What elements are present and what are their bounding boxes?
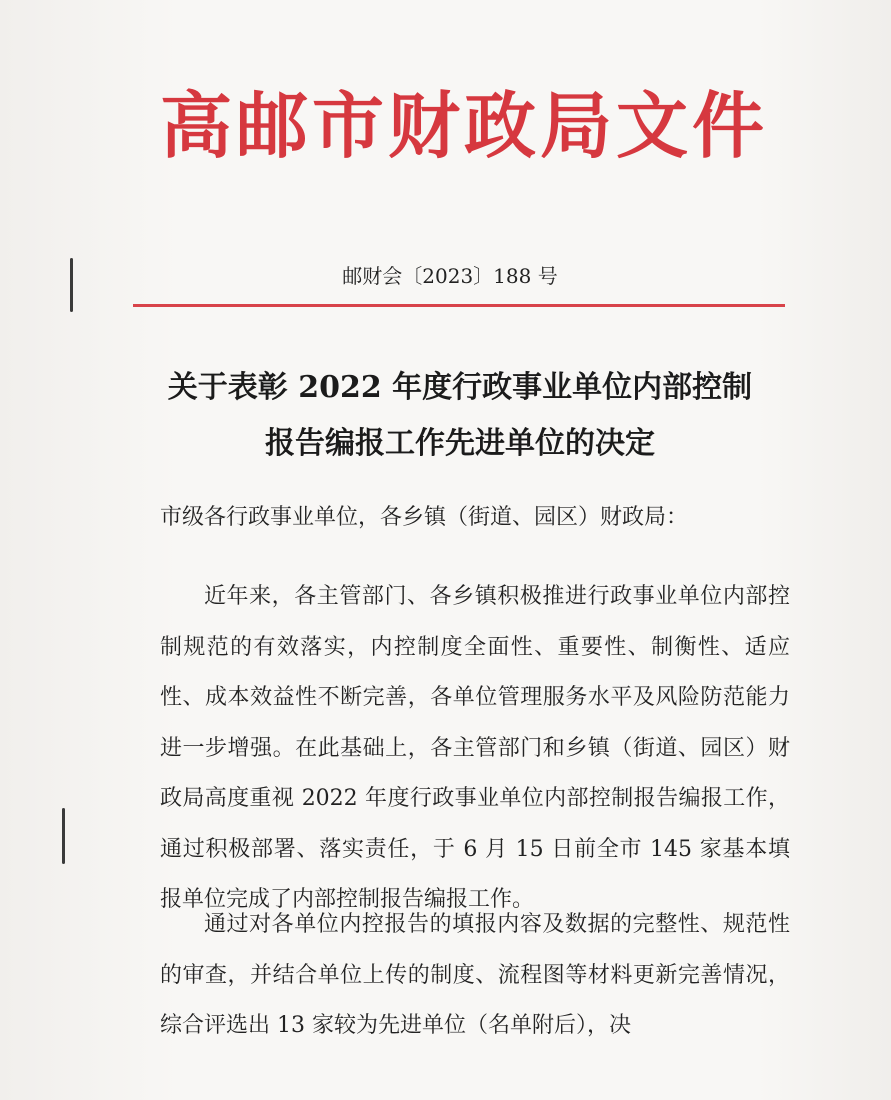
- body-paragraph-1: [160, 572, 790, 926]
- paragraph-text: 通过对各单位内控报告的填报内容及数据的完整性、规范性的审查，并结合单位上传的制度、流程图等材料更新完善情况，综合评选出 13 家较为先进单位（名单附后），决: [160, 912, 790, 1038]
- staple-mark: [62, 808, 65, 864]
- document-title-line-1: 关于表彰 2022 年度行政事业单位内部控制: [167, 370, 753, 405]
- document-number: 邮财会〔2023〕188 号: [342, 264, 558, 288]
- paragraph-text: 近年来，各主管部门、各乡镇积极推进行政事业单位内部控制规范的有效落实，内控制度全面性、重要性、制衡性、适应性、成本效益性不断完善，各单位管理服务水平及风险防范能力进一步增强。在此基础上，各主管部门和乡镇（街道、园区）财政局高度重视 2022 年度行政事业单位内部控制报告编报工作，通过积极部署、落实责任，于 6 月 15 日前全市 145 家基本填报单位完成了内部控制报告编报工作。: [160, 584, 790, 912]
- staple-mark: [70, 258, 73, 312]
- addressee: 市级各行政事业单位，各乡镇（街道、园区）财政局：: [160, 505, 689, 530]
- body-paragraph-2: [160, 900, 790, 1052]
- red-divider-line: [133, 304, 785, 307]
- org-header-title: 高邮市财政局文件: [160, 83, 769, 168]
- document-title-line-2: 报告编报工作先进单位的决定: [265, 426, 655, 461]
